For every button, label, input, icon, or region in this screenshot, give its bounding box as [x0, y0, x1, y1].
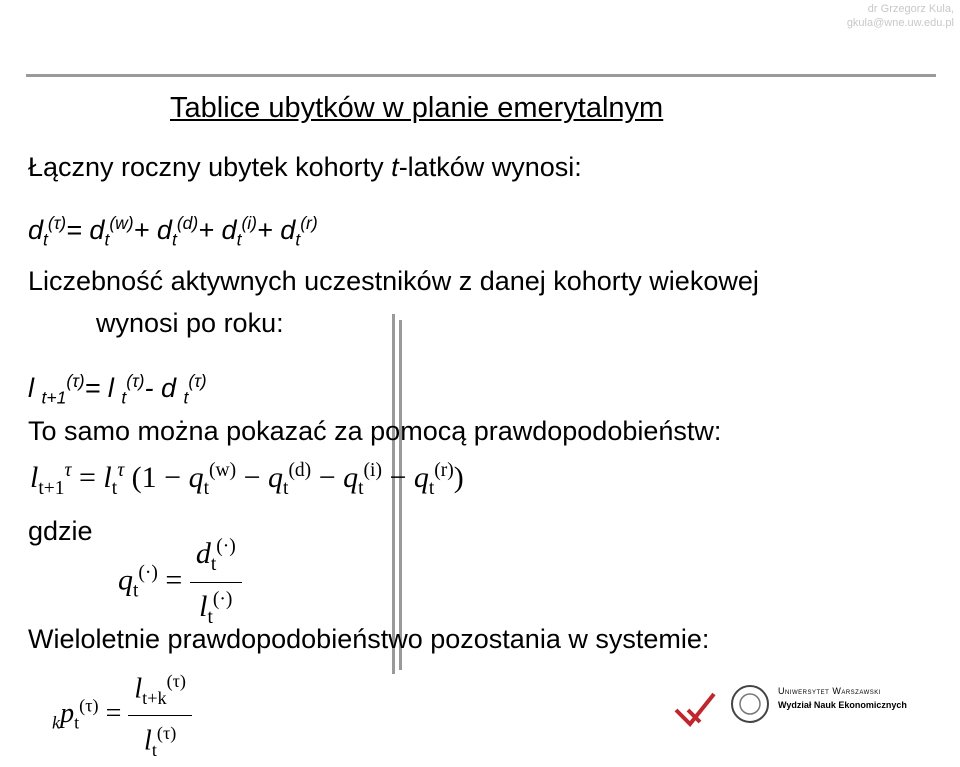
wieloletnie-line: Wieloletnie prawdopodobieństwo pozostania w systemie:	[28, 624, 710, 654]
equation-multiyear-survival: $_kp_t^{(\tau)}$ = $\frac{l_{t+k}^{(\tau)}}{l_t^{(\tau)}}$	[52, 664, 192, 767]
liczebnosc-line2: wynosi po roku:	[96, 308, 284, 338]
equation-survivors: l $_{t+1}^{(\tau)}$= l $_t^{(\tau)}$- d $_t^{(\tau)}$	[28, 371, 207, 408]
author-name: dr Grzegorz Kula,	[867, 3, 954, 15]
q-fraction: $\frac{d_t^{(\cdot)}}{l_t^{(\cdot)}}$	[190, 530, 242, 635]
p-fraction: $\frac{l_{t+k}^{(\tau)}}{l_t^{(\tau)}}$	[128, 664, 192, 767]
author-email: gkula@wne.uw.edu.pl	[846, 17, 954, 29]
intro-prefix: Łączny roczny ubytek kohorty	[28, 152, 392, 182]
equation-q-definition: $q_t^{(\cdot)}$ = $\frac{d_t^{(\cdot)}}{l_t^{(\cdot)}}$	[118, 530, 242, 635]
header-rule	[26, 74, 936, 77]
logo-line2: Wydział Nauk Ekonomicznych	[778, 700, 907, 710]
prob-line: To samo można pokazać za pomocą prawdopodobieństw:	[28, 416, 722, 446]
liczebnosc-line1: Liczebność aktywnych uczestników z danej kohorty wiekowej	[28, 266, 759, 296]
equation-total-decrement: $d_t^{(\tau)}= d_t^{(w)}+ d_t^{(d)}+ d_t^{(i)}+ d_t^{(r)}$	[28, 213, 318, 250]
intro-suffix: -latków wynosi:	[398, 152, 582, 182]
author-credit	[847, 2, 954, 30]
logo-line1: Uniwersytet Warszawski	[778, 686, 881, 696]
slide-title: Tablice ubytków w planie emerytalnym	[170, 92, 664, 124]
intro-line	[28, 150, 582, 184]
intro-var: t	[391, 152, 399, 182]
equation-prob-survivors: $l_{t+1}^\tau = l_t^\tau$ $(1 - q_t^{(w)} - q_t^{(d)} - q_t^{(i)} - q_t^{(r)})$	[30, 460, 464, 499]
gdzie-label: gdzie	[28, 516, 93, 546]
